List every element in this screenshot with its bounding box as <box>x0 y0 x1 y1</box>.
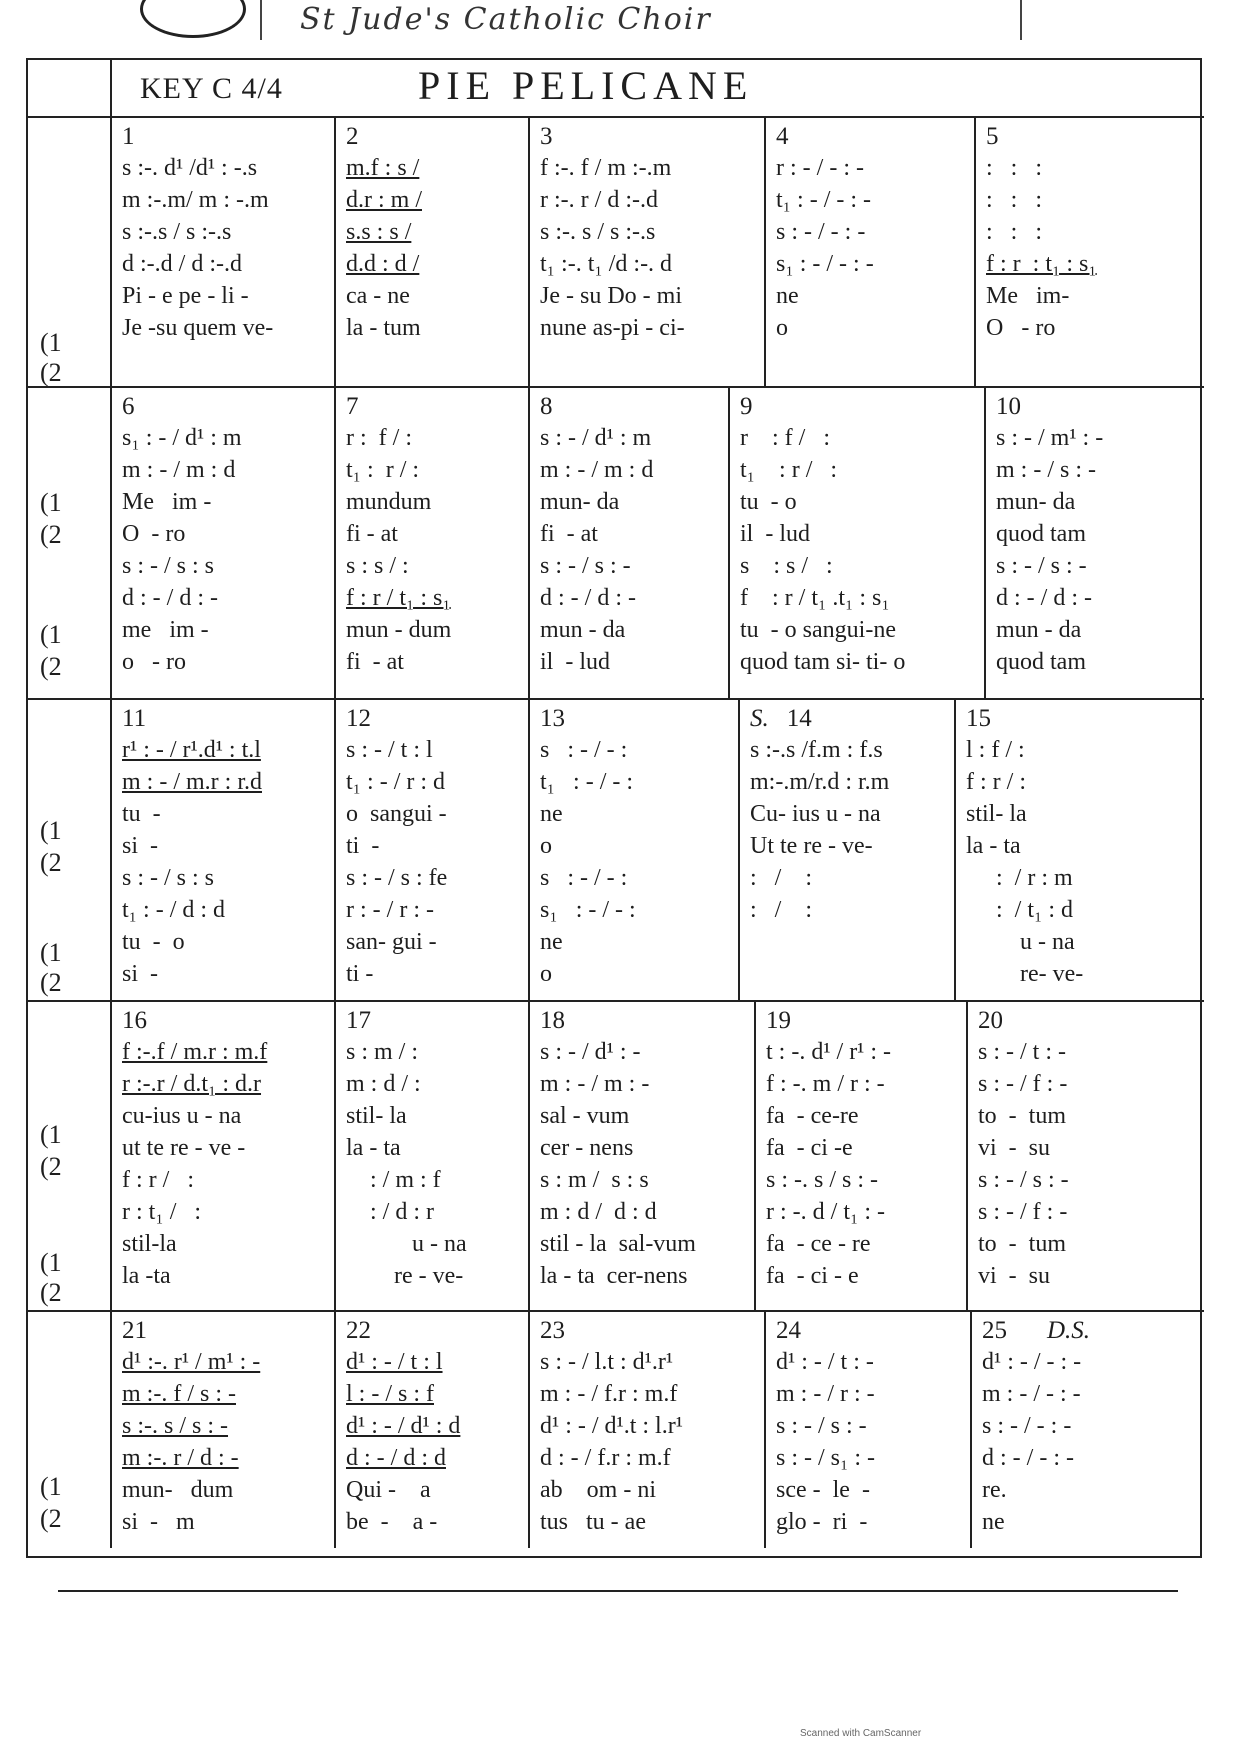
title-label-column <box>28 60 112 116</box>
lyric-verse-1: ne <box>776 283 799 309</box>
scanner-watermark: Scanned with CamScanner <box>800 1728 922 1739</box>
soprano-notes: f :-. f / m :-.m <box>540 155 672 181</box>
lyric-verse-2: ti - <box>346 961 374 987</box>
bass-notes: : / : <box>750 897 813 923</box>
tenor-notes: d¹ : - / d¹.t : l.r¹ <box>540 1413 683 1439</box>
bass-notes: s : - / f : - <box>978 1199 1068 1225</box>
choir-logo <box>140 0 246 38</box>
lyric-verse-1: mun - da <box>996 617 1082 643</box>
lyric-verse-2: Je -su quem ve- <box>122 315 274 341</box>
tenor-notes: s : - / - : <box>540 865 628 891</box>
voice-labels <box>28 1312 112 1548</box>
measure-10 <box>986 388 1204 698</box>
alto-notes: m : d / : <box>346 1071 421 1097</box>
tenor-notes: s :-. s / s : - <box>122 1413 229 1439</box>
measure-4 <box>766 118 976 386</box>
tenor-notes: f : r / : <box>122 1167 194 1193</box>
tenor-notes: s : - / - : - <box>776 219 866 245</box>
measure-5 <box>976 118 1204 386</box>
verse-label: (1 <box>40 816 62 845</box>
lyric-verse-2: tus tu - ae <box>540 1509 646 1535</box>
bass-notes: f : r / t₁ .t₁ : s₁ <box>740 585 890 611</box>
measure-number: 21 <box>122 1317 147 1344</box>
alto-notes: t₁ : - / - : - <box>776 187 872 213</box>
bass-notes: d.d : d / <box>346 251 420 277</box>
measure-12 <box>336 700 530 1000</box>
bass-notes: r : - / r : - <box>346 897 434 923</box>
lyric-verse-1: tu - o sangui-ne <box>740 617 896 643</box>
measure-number: 6 <box>122 393 135 420</box>
soprano-notes: r : f / : <box>346 425 412 451</box>
score-sheet <box>26 58 1202 1558</box>
header-divider <box>1020 0 1022 40</box>
lyric-verse-1: ca - ne <box>346 283 410 309</box>
alto-notes: : : : <box>986 187 1043 213</box>
system-row-2 <box>28 388 1204 700</box>
measure-number: 3 <box>540 123 553 150</box>
tenor-notes: s.s : s / <box>346 219 412 245</box>
dal-segno-mark: D.S. <box>1047 1317 1091 1344</box>
lyric-verse-2: fi - at <box>346 649 404 675</box>
measure-number: 7 <box>346 393 359 420</box>
alto-notes: t₁ : - / - : <box>540 769 634 795</box>
measure-number: 12 <box>346 705 371 732</box>
bass-notes: f : r / t₁ : s₁ <box>346 585 451 611</box>
alto-notes: d.r : m / <box>346 187 422 213</box>
lyric-verse-1: to - tum <box>978 1103 1066 1129</box>
lyric-verse-2: si - <box>122 833 158 859</box>
lyric-verse-2: fi - at <box>346 521 398 547</box>
soprano-notes: s : - / l.t : d¹.r¹ <box>540 1349 674 1375</box>
lyric-verse-1: u - na <box>346 1231 467 1257</box>
bass-notes: d : - / d : - <box>122 585 218 611</box>
alto-notes: m :-.m/ m : -.m <box>122 187 269 213</box>
alto-notes: m : - / m : d <box>540 457 654 483</box>
lyric-verse-1: me im - <box>122 617 209 643</box>
lyric-verse-1: ne <box>540 801 563 827</box>
verse-label: (2 <box>40 1152 62 1181</box>
soprano-notes: f :-.f / m.r : m.f <box>122 1039 268 1065</box>
soprano-notes: s₁ : - / d¹ : m <box>122 425 242 451</box>
page-header <box>140 0 1200 44</box>
alto-notes: m : - / r : - <box>776 1381 875 1407</box>
bass-notes: s₁ : - / - : <box>540 897 636 923</box>
soprano-notes: s : m / : <box>346 1039 419 1065</box>
lyric-verse-2: o <box>540 961 552 987</box>
lyric-verse-2: la - ta cer-nens <box>540 1263 688 1289</box>
tenor-notes: s :-.s / s :-.s <box>122 219 232 245</box>
bass-notes: t₁ : - / d : d <box>122 897 226 923</box>
soprano-notes: l : f / : <box>966 737 1025 763</box>
lyric-verse-2: fa - ci - e <box>766 1263 859 1289</box>
measure-7 <box>336 388 530 698</box>
header-divider <box>260 0 262 40</box>
soprano-notes: m.f : s / <box>346 155 420 181</box>
lyric-verse-2: cer - nens <box>540 1135 634 1161</box>
bass-notes: r : t₁ / : <box>122 1199 202 1225</box>
measure-9 <box>730 388 986 698</box>
measure-number <box>750 704 948 734</box>
bass-notes: : / t₁ : d <box>966 897 1074 923</box>
lyric-verse-2: O - ro <box>122 521 186 547</box>
soprano-notes: d¹ : - / - : - <box>982 1349 1082 1375</box>
measure-number: 18 <box>540 1007 565 1034</box>
verse-label: (2 <box>40 520 62 549</box>
lyric-verse-1: Me im - <box>122 489 212 515</box>
lyric-verse-1: mun- dum <box>122 1477 234 1503</box>
voice-labels <box>28 700 112 1000</box>
lyric-verse-1: tu - o <box>122 929 185 955</box>
verse-label: (1 <box>40 1248 62 1277</box>
alto-notes: m : - / m.r : r.d <box>122 769 262 795</box>
bass-notes: d : - / f.r : m.f <box>540 1445 671 1471</box>
alto-notes: m : - / - : - <box>982 1381 1081 1407</box>
page-footer <box>58 1590 1178 1614</box>
lyric-verse-2: la -ta <box>122 1263 171 1289</box>
system-row-4 <box>28 1002 1204 1312</box>
alto-notes: t₁ : - / r : d <box>346 769 446 795</box>
lyric-verse-1: cu-ius u - na <box>122 1103 242 1129</box>
alto-notes: m :-. f / s : - <box>122 1381 236 1407</box>
lyric-verse-2: quod tam <box>996 521 1086 547</box>
measure-number: 16 <box>122 1007 147 1034</box>
tenor-notes: s : - / s : s <box>122 553 215 579</box>
tenor-notes: : / r : m <box>966 865 1073 891</box>
lyric-verse-1: mun- da <box>996 489 1076 515</box>
system-row-3 <box>28 700 1204 1002</box>
measure-20 <box>968 1002 1204 1310</box>
lyric-verse-2: la - ta <box>346 1135 401 1161</box>
bass-notes: t₁ :-. t₁ /d :-. d <box>540 251 673 277</box>
alto-notes: m : - / m : d <box>122 457 236 483</box>
soprano-notes: : : : <box>986 155 1043 181</box>
verse-label: (1 <box>40 1120 62 1149</box>
verse-label: (2 <box>40 358 62 387</box>
bass-notes: d : - / d : - <box>540 585 636 611</box>
lyric-verse-2: fa - ci -e <box>766 1135 853 1161</box>
lyric-verse-2: si - m <box>122 1509 195 1535</box>
bass-notes: s₁ : - / - : - <box>776 251 874 277</box>
lyric-verse-2: quod tam <box>996 649 1086 675</box>
bass-notes: d : - / - : - <box>982 1445 1074 1471</box>
lyric-verse-2: ne <box>982 1509 1005 1535</box>
voice-labels <box>28 118 112 386</box>
alto-notes: f : r / : <box>966 769 1026 795</box>
lyric-verse-2: ut te re - ve - <box>122 1135 246 1161</box>
measure-14 <box>740 700 956 1000</box>
bass-notes: f : r : t₁ : s₁ <box>986 251 1097 277</box>
measure-number: 5 <box>986 123 999 150</box>
lyric-verse-2: quod tam si- ti- o <box>740 649 906 675</box>
measure-11 <box>112 700 336 1000</box>
tenor-notes: s : - / s : - <box>996 553 1087 579</box>
measure-number: 22 <box>346 1317 371 1344</box>
lyric-verse-1: fa - ce - re <box>766 1231 871 1257</box>
alto-notes: f : -. m / r : - <box>766 1071 885 1097</box>
measure-number: 4 <box>776 123 789 150</box>
verse-label: (2 <box>40 1504 62 1533</box>
alto-notes: t₁ : r / : <box>346 457 420 483</box>
tenor-notes: : : : <box>986 219 1043 245</box>
lyric-verse-1: Cu- ius u - na <box>750 801 881 827</box>
measure-number: 19 <box>766 1007 791 1034</box>
lyric-verse-1: sce - le - <box>776 1477 870 1503</box>
lyric-verse-2: ti - <box>346 833 380 859</box>
lyric-verse-1: stil- la <box>966 801 1027 827</box>
system-row-1 <box>28 118 1204 388</box>
measure-number: 1 <box>122 123 135 150</box>
alto-notes: m : - / s : - <box>996 457 1096 483</box>
lyric-verse-1: san- gui - <box>346 929 437 955</box>
lyric-verse-2: re - ve- <box>346 1263 464 1289</box>
tenor-notes: s : s / : <box>740 553 833 579</box>
soprano-notes: d¹ :-. r¹ / m¹ : - <box>122 1349 261 1375</box>
soprano-notes: s : - / d¹ : - <box>540 1039 641 1065</box>
soprano-notes: r¹ : - / r¹.d¹ : t.l <box>122 737 261 763</box>
tenor-notes: : / m : f <box>346 1167 441 1193</box>
measure-3 <box>530 118 766 386</box>
measure-2 <box>336 118 530 386</box>
lyric-verse-1: re. <box>982 1477 1007 1503</box>
measure-number: 24 <box>776 1317 801 1344</box>
measure-17 <box>336 1002 530 1310</box>
voice-labels <box>28 1002 112 1310</box>
measure-8 <box>530 388 730 698</box>
tenor-notes: s : s / : <box>346 553 409 579</box>
verse-label: (2 <box>40 848 62 877</box>
lyric-verse-2: il - lud <box>740 521 810 547</box>
soprano-notes: r : f / : <box>740 425 830 451</box>
bass-notes: d : - / d : d <box>346 1445 446 1471</box>
soprano-notes: s : - / d¹ : m <box>540 425 652 451</box>
lyric-verse-1: stil - la sal-vum <box>540 1231 696 1257</box>
bass-notes: : / d : r <box>346 1199 434 1225</box>
verse-label: (1 <box>40 938 62 967</box>
tenor-notes: s : -. s / s : - <box>766 1167 879 1193</box>
verse-label: (1 <box>40 328 62 357</box>
soprano-notes: d¹ : - / t : - <box>776 1349 874 1375</box>
voice-labels <box>28 388 112 698</box>
lyric-verse-1: stil- la <box>346 1103 407 1129</box>
key-signature: KEY C 4/4 <box>140 72 283 105</box>
tenor-notes: s :-. s / s :-.s <box>540 219 656 245</box>
lyric-verse-2: O - ro <box>986 315 1056 341</box>
title-row <box>28 60 1204 118</box>
bass-notes: d : - / d : - <box>996 585 1092 611</box>
lyric-verse-2: glo - ri - <box>776 1509 868 1535</box>
lyric-verse-2: o <box>776 315 788 341</box>
lyric-verse-1: ne <box>540 929 563 955</box>
lyric-verse-1: ab om - ni <box>540 1477 656 1503</box>
lyric-verse-2: be - a - <box>346 1509 438 1535</box>
tenor-notes: s : - / - : - <box>982 1413 1072 1439</box>
tenor-notes: s : - / s : - <box>978 1167 1069 1193</box>
lyric-verse-1: fa - ce-re <box>766 1103 859 1129</box>
measure-number: 8 <box>540 393 553 420</box>
alto-notes: s : - / f : - <box>978 1071 1068 1097</box>
lyric-verse-2: vi - su <box>978 1263 1050 1289</box>
lyric-verse-1: Je - su Do - mi <box>540 283 682 309</box>
lyric-verse-2: la - tum <box>346 315 421 341</box>
soprano-notes: s : - / t : - <box>978 1039 1066 1065</box>
lyric-verse-1: tu - o <box>740 489 797 515</box>
tenor-notes: s : - / s : fe <box>346 865 448 891</box>
alto-notes: r :-.r / d.t₁ : d.r <box>122 1071 262 1097</box>
bass-notes: m :-. r / d : - <box>122 1445 239 1471</box>
lyric-verse-2: re- ve- <box>966 961 1084 987</box>
verse-label: (1 <box>40 620 62 649</box>
lyric-verse-1: Pi - e pe - li - <box>122 283 249 309</box>
measure-number: 9 <box>740 393 753 420</box>
verse-label: (2 <box>40 1278 62 1307</box>
lyric-verse-1: u - na <box>966 929 1075 955</box>
lyric-verse-1: mun- da <box>540 489 620 515</box>
lyric-verse-2: vi - su <box>978 1135 1050 1161</box>
lyric-verse-2: nune as-pi - ci- <box>540 315 685 341</box>
measure-1 <box>112 118 336 386</box>
measure-number: 11 <box>122 705 147 732</box>
measure-16 <box>112 1002 336 1310</box>
lyric-verse-1: tu - <box>122 801 161 827</box>
tenor-notes: d¹ : - / d¹ : d <box>346 1413 461 1439</box>
measure-23 <box>530 1312 766 1548</box>
alto-notes: m : - / m : - <box>540 1071 650 1097</box>
tenor-notes: s : - / s : - <box>776 1413 867 1439</box>
lyric-verse-1: Me im- <box>986 283 1070 309</box>
soprano-notes: t : -. d¹ / r¹ : - <box>766 1039 892 1065</box>
lyric-verse-2: o - ro <box>122 649 186 675</box>
measure-number: 15 <box>966 705 991 732</box>
measure-number: 23 <box>540 1317 565 1344</box>
soprano-notes: s :-. d¹ /d¹ : -.s <box>122 155 258 181</box>
alto-notes: l : - / s : f <box>346 1381 434 1407</box>
measure-22 <box>336 1312 530 1548</box>
measure-19 <box>756 1002 968 1310</box>
lyric-verse-2: Ut te re - ve- <box>750 833 873 859</box>
alto-notes: r :-. r / d :-.d <box>540 187 658 213</box>
bass-notes: r : -. d / t₁ : - <box>766 1199 886 1225</box>
lyric-verse-1: Qui - a <box>346 1477 431 1503</box>
system-row-5 <box>28 1312 1204 1548</box>
lyric-verse-2: o <box>540 833 552 859</box>
soprano-notes: s :-.s /f.m : f.s <box>750 737 883 763</box>
lyric-verse-2: il - lud <box>540 649 610 675</box>
lyric-verse-1: mun - dum <box>346 617 452 643</box>
measure-18 <box>530 1002 756 1310</box>
lyric-verse-2: si - <box>122 961 158 987</box>
verse-label: (1 <box>40 1472 62 1501</box>
tenor-notes: s : - / s : s <box>122 865 215 891</box>
measure-15 <box>956 700 1204 1000</box>
measure-25 <box>972 1312 1204 1548</box>
verse-label: (2 <box>40 652 62 681</box>
tenor-notes: s : m / s : s <box>540 1167 649 1193</box>
lyric-verse-2: la - ta <box>966 833 1021 859</box>
soprano-notes: s : - / t : l <box>346 737 433 763</box>
bass-notes: s : - / s₁ : - <box>776 1445 876 1471</box>
measure-13 <box>530 700 740 1000</box>
lyric-verse-1: to - tum <box>978 1231 1066 1257</box>
bass-notes: d :-.d / d :-.d <box>122 251 242 277</box>
measure-number-value: 14 <box>786 705 812 732</box>
alto-notes: t₁ : r / : <box>740 457 838 483</box>
handwritten-heading: St Jude's Catholic Choir <box>300 2 712 37</box>
measure-6 <box>112 388 336 698</box>
lyric-verse-1: sal - vum <box>540 1103 630 1129</box>
lyric-verse-1: mundum <box>346 489 432 515</box>
lyric-verse-1: mun - da <box>540 617 626 643</box>
segno-mark: S. <box>750 705 769 732</box>
score-grid <box>26 58 1202 1558</box>
measure-number-value: 25 <box>982 1317 1007 1344</box>
measure-number: 17 <box>346 1007 371 1034</box>
soprano-notes: r : - / - : - <box>776 155 864 181</box>
alto-notes: m:-.m/r.d : r.m <box>750 769 890 795</box>
soprano-notes: s : - / - : <box>540 737 628 763</box>
song-title: PIE PELICANE <box>418 63 754 108</box>
lyric-verse-1: o sangui - <box>346 801 447 827</box>
lyric-verse-1: stil-la <box>122 1231 177 1257</box>
lyric-verse-2: fi - at <box>540 521 598 547</box>
measure-number: 10 <box>996 393 1021 420</box>
tenor-notes: : / : <box>750 865 813 891</box>
measure-number <box>982 1316 1198 1346</box>
soprano-notes: s : - / m¹ : - <box>996 425 1104 451</box>
measure-21 <box>112 1312 336 1548</box>
alto-notes: m : - / f.r : m.f <box>540 1381 678 1407</box>
verse-label: (2 <box>40 968 62 997</box>
tenor-notes: s : - / s : - <box>540 553 631 579</box>
measure-number: 13 <box>540 705 565 732</box>
measure-24 <box>766 1312 972 1548</box>
soprano-notes: d¹ : - / t : l <box>346 1349 443 1375</box>
verse-label: (1 <box>40 488 62 517</box>
measure-number: 2 <box>346 123 359 150</box>
measure-number: 20 <box>978 1007 1003 1034</box>
bass-notes: m : d / d : d <box>540 1199 657 1225</box>
